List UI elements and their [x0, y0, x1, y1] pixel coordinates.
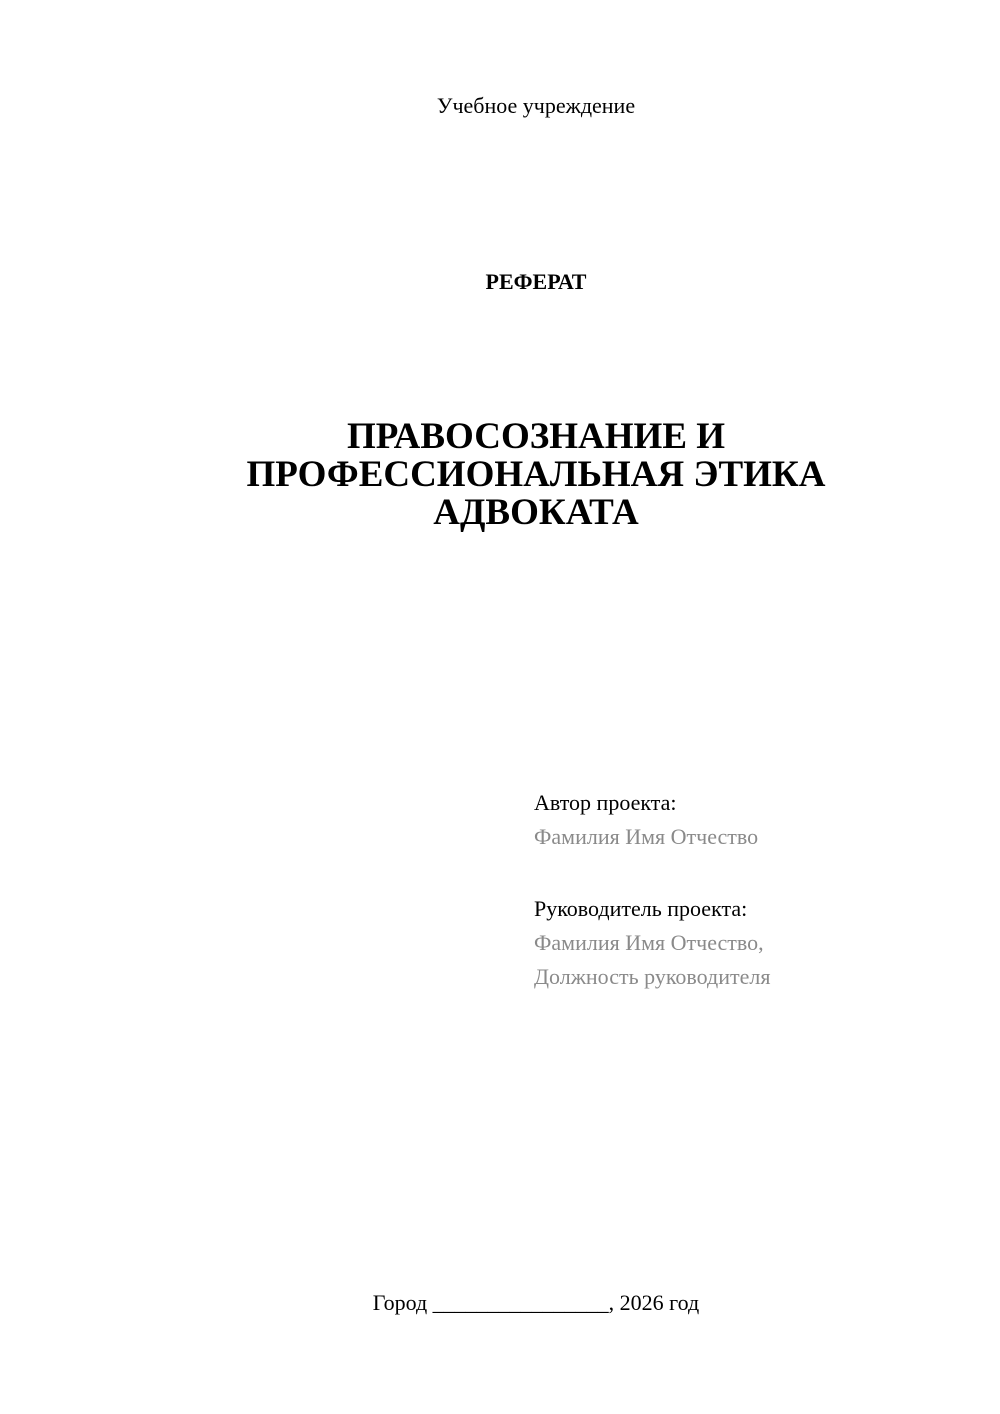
title-line-3: АДВОКАТА — [433, 492, 639, 533]
supervisor-block — [534, 892, 770, 994]
supervisor-name: Фамилия Имя Отчество, — [534, 930, 764, 955]
document-type: РЕФЕРАТ — [485, 269, 587, 294]
city-label: Город — [372, 1290, 428, 1315]
year-text: , 2026 год — [608, 1290, 700, 1315]
footer-city-year — [0, 1288, 1000, 1318]
title-line-1: ПРАВОСОЗНАНИЕ И — [346, 416, 726, 457]
institution-name: Учебное учреждение — [436, 93, 636, 118]
author-block — [534, 786, 758, 854]
title-line-2: ПРОФЕССИОНАЛЬНАЯ ЭТИКА — [246, 454, 826, 495]
city-blank: ________________ — [432, 1290, 609, 1315]
document-title — [0, 418, 1000, 532]
author-name: Фамилия Имя Отчество — [534, 824, 759, 849]
supervisor-position: Должность руководителя — [534, 964, 771, 989]
author-label: Автор проекта: — [534, 790, 677, 815]
supervisor-label: Руководитель проекта: — [534, 896, 748, 921]
